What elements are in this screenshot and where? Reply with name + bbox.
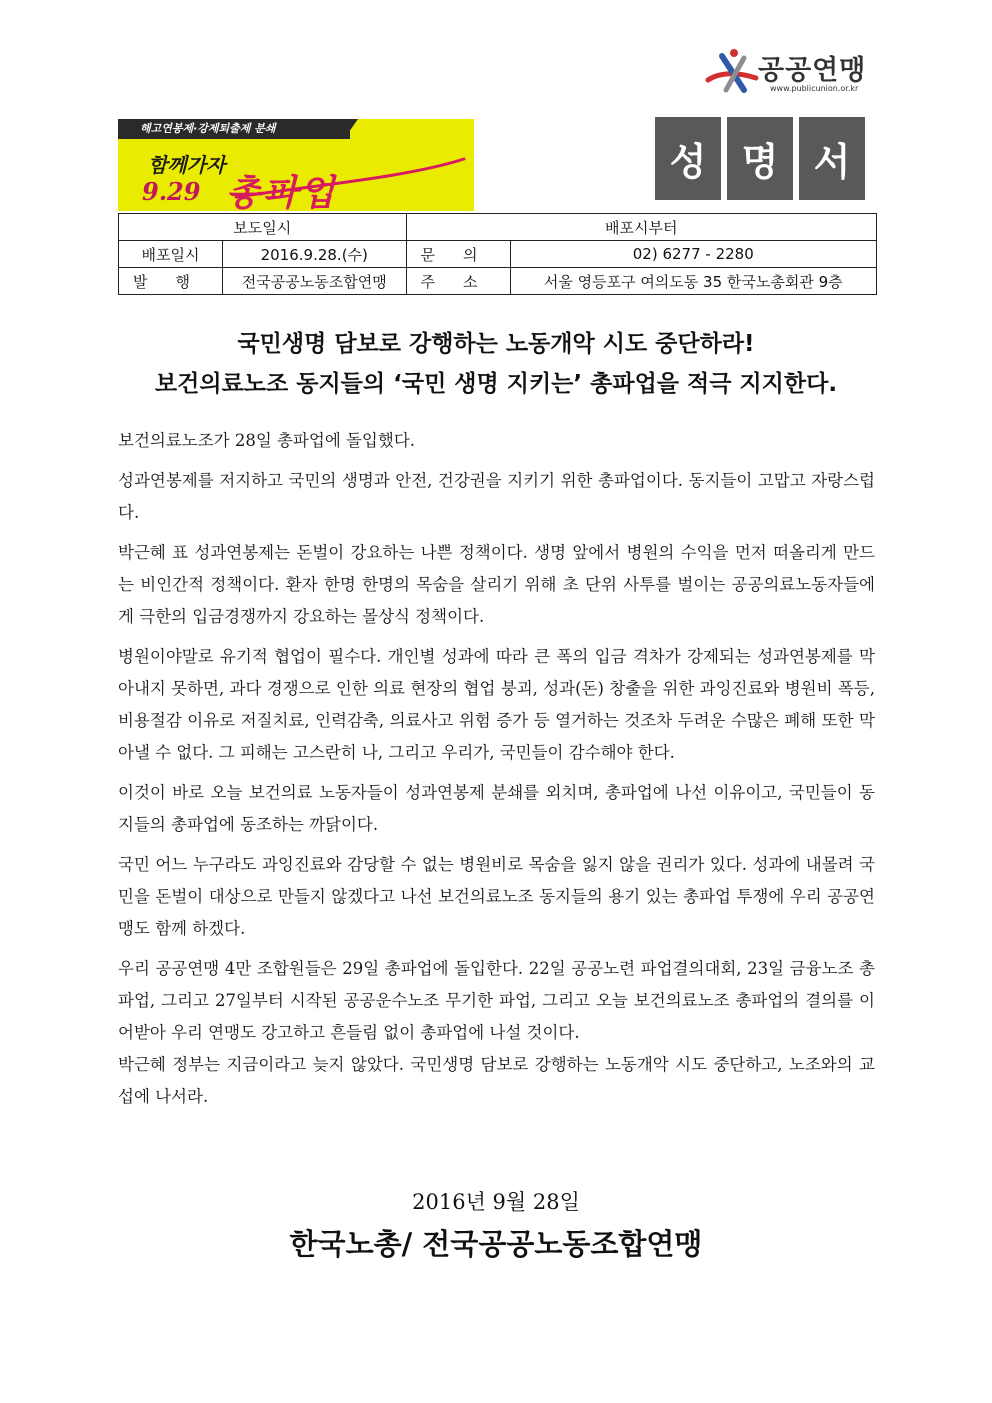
publisher-label: 발행 [119,268,223,295]
union-logo-icon [704,46,760,96]
issuing-organization: 한국노총/ 전국공공노동조합연맹 [289,1227,703,1261]
paragraph: 이것이 바로 오늘 보건의료 노동자들이 성과연봉제 분쇄를 외치며, 총파업에 나선 이유이고, 국민들이 동지들의 총파업에 동조하는 까닭이다. [118,783,875,834]
distribution-from-label: 배포시부터 [406,214,876,241]
distribution-date: 2016.9.28.(수) [222,241,406,268]
banner-swoosh-icon [118,119,474,211]
logo-name: 공공연맹 [758,55,867,86]
address: 서울 영등포구 여의도동 35 한국노총회관 9층 [510,268,876,295]
distribution-date-label: 배포일시 [119,241,223,268]
paragraph: 국민 어느 누구라도 과잉진료와 감당할 수 없는 병원비로 목숨을 잃지 않을 권리가 있다. 성과에 내몰려 국민을 돈벌이 대상으로 만들지 않겠다고 나선 보건의료노조 동지들의 용기 있는 총파업 투쟁에 우리 공공연맹도 함께 하겠다. [118,855,875,938]
paragraph: 박근혜 표 성과연봉제는 돈벌이 강요하는 나쁜 정책이다. 생명 앞에서 병원의 수익을 먼저 떠올리게 만드는 비인간적 정책이다. 환자 한명 한명의 목숨을 살리기 위해 초 단위 사투를 벌이는 공공의료노동자들에게 극한의 입금경쟁까지 강요하는 몰상식 정책이다. [118,543,875,626]
statement-body [118,425,875,1121]
doc-type-char-3: 서 [799,117,865,200]
report-date-label: 보도일시 [119,214,407,241]
statement-date: 2016년 9월 28일 [412,1190,580,1214]
contact-number: 02) 6277 - 2280 [510,241,876,268]
strike-banner [118,119,474,211]
paragraph: 박근혜 정부는 지금이라고 늦지 않았다. 국민생명 담보로 강행하는 노동개악 시도 중단하고, 노조와의 교섭에 나서라. [118,1055,875,1106]
publisher: 전국공공노동조합연맹 [222,268,406,295]
address-label: 주소 [406,268,510,295]
doc-type-char-2: 명 [727,117,793,200]
headline-line-2: 보건의료노조 동지들의 ‘국민 생명 지키는’ 총파업을 적극 지지한다. [154,371,838,397]
logo-url: www.publicunion.or.kr [770,84,859,93]
headline-line-1: 국민생명 담보로 강행하는 노동개악 시도 중단하라! [237,331,755,357]
contact-label: 문의 [406,241,510,268]
union-logo [704,44,874,100]
banner-top-text: 해고연봉제·강제퇴출제 분쇄 [118,119,350,139]
banner-strike: 총파업 [226,172,337,211]
paragraph: 병원이야말로 유기적 협업이 필수다. 개인별 성과에 따라 큰 폭의 입금 격차가 강제되는 성과연봉제를 막아내지 못하면, 과다 경쟁으로 인한 의료 현장의 협업 붕괴, 성과(돈) 창출을 위한 과잉진료와 병원비 폭등, 비용절감 이유로 저질치료, 인력감축, 의료사고 위험 증가 등 열거하는 것조차 두려운 수많은 폐해 또한 막아낼 수 없다. 그 피해는 고스란히 나, 그리고 우리가, 국민들이 감수해야 한다. [118,647,875,762]
paragraph: 우리 공공연맹 4만 조합원들은 29일 총파업에 돌입한다. 22일 공공노련 파업결의대회, 23일 금융노조 총파업, 그리고 27일부터 시작된 공공운수노조 무기한 파업, 그리고 오늘 보건의료노조 총파업의 결의를 이어받아 우리 연맹도 강고하고 흔들림 없이 총파업에 나설 것이다. [118,959,875,1042]
doc-type-char-1: 성 [655,117,721,200]
press-info-table [118,213,877,295]
banner-date: 9.29 [142,177,201,206]
paragraph: 보건의료노조가 28일 총파업에 돌입했다. [118,431,415,450]
paragraph: 성과연봉제를 저지하고 국민의 생명과 안전, 건강권을 지키기 위한 총파업이다. 동지들이 고맙고 자랑스럽다. [118,471,875,522]
banner-slogan: 함께가자 [148,153,226,177]
